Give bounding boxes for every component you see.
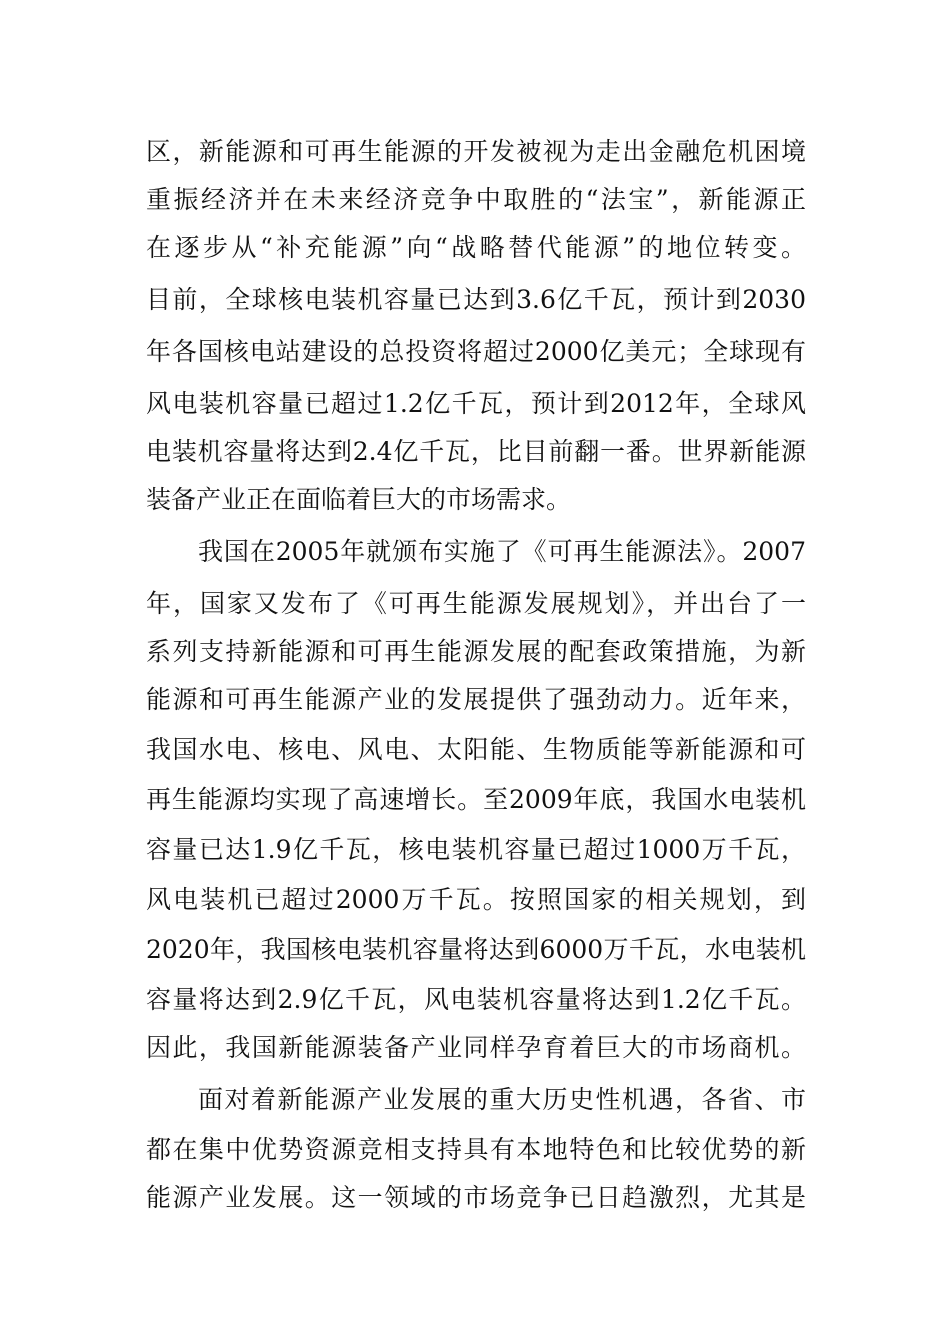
text-line: 容量已达1.9亿千瓦，核电装机容量已超过1000万千瓦， [146, 835, 806, 864]
text-line: 因此，我国新能源装备产业同样孕育着巨大的市场商机。 [146, 1033, 806, 1062]
text-line: 风电装机容量已超过1.2亿千瓦，预计到2012年，全球风 [146, 389, 806, 418]
text-line: 能源产业发展。这一领域的市场竞争已日趋激烈，尤其是 [146, 1183, 806, 1212]
text-line: 区，新能源和可再生能源的开发被视为走出金融危机困境 [146, 137, 806, 166]
text-line: 再生能源均实现了高速增长。至2009年底，我国水电装机 [146, 785, 806, 814]
text-line: 装备产业正在面临着巨大的市场需求。 [146, 485, 572, 514]
text-line: 面对着新能源产业发展的重大历史性机遇，各省、市 [198, 1085, 806, 1114]
text-line: 我国在2005年就颁布实施了《可再生能源法》。2007 [198, 537, 806, 566]
text-line: 重振经济并在未来经济竞争中取胜的“法宝”，新能源正 [146, 185, 806, 214]
text-line: 风电装机已超过2000万千瓦。按照国家的相关规划，到 [146, 885, 806, 914]
text-line: 容量将达到2.9亿千瓦，风电装机容量将达到1.2亿千瓦。 [146, 985, 806, 1014]
text-line: 都在集中优势资源竞相支持具有本地特色和比较优势的新 [146, 1135, 806, 1164]
text-line: 年，国家又发布了《可再生能源发展规划》，并出台了一 [146, 589, 806, 618]
text-line: 系列支持新能源和可再生能源发展的配套政策措施，为新 [146, 637, 806, 666]
text-line: 我国水电、核电、风电、太阳能、生物质能等新能源和可 [146, 735, 806, 764]
text-line: 在逐步从“补充能源”向“战略替代能源”的地位转变。 [146, 233, 806, 262]
text-line: 目前，全球核电装机容量已达到3.6亿千瓦，预计到2030 [146, 285, 806, 314]
text-line: 年各国核电站建设的总投资将超过2000亿美元；全球现有 [146, 337, 806, 366]
text-line: 电装机容量将达到2.4亿千瓦，比目前翻一番。世界新能源 [146, 437, 806, 466]
text-line: 2020年，我国核电装机容量将达到6000万千瓦，水电装机 [146, 935, 806, 964]
text-line: 能源和可再生能源产业的发展提供了强劲动力。近年来， [146, 685, 806, 714]
